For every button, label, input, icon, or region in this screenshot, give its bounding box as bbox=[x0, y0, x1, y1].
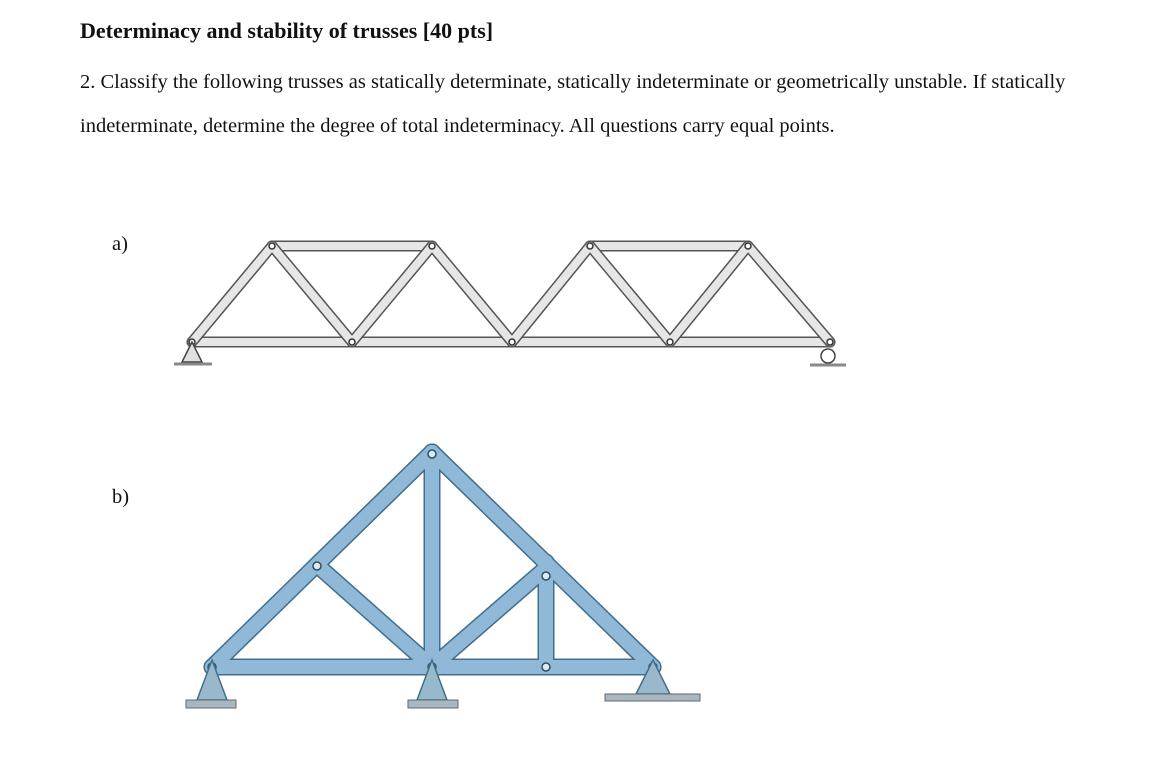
truss-b-left-web bbox=[317, 565, 432, 667]
figure-b-label: b) bbox=[112, 486, 130, 508]
question-heading: Determinacy and stability of trusses [40 pts] bbox=[80, 18, 494, 43]
figure-a-label: a) bbox=[112, 233, 128, 255]
truss-b-members bbox=[212, 452, 653, 667]
truss-b-right-web bbox=[432, 568, 546, 667]
question-text: 2. Classify the following trusses as statically determinate, statically indeterminate or geometrically unstable. If statically indeterminate, determine the degree of total indeterminacy. All questions carry equal points. bbox=[80, 71, 1066, 137]
